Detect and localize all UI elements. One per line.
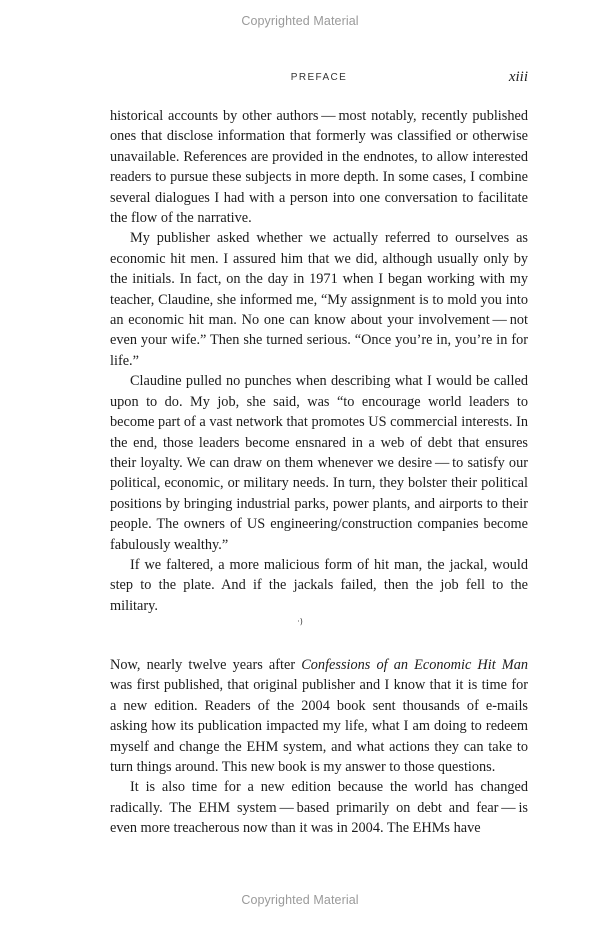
copyright-watermark-bottom: Copyrighted Material: [241, 893, 359, 907]
body-text-block-1: [110, 106, 528, 616]
book-title: Confessions of an Economic Hit Man: [301, 657, 529, 673]
section-title: PREFACE: [290, 72, 348, 83]
text-span: was first published, that original publisher and I know that it is time for a new edition. Readers of the 2004 book sent thousands of e-mails asking how its publication impacted my life, what I am doing to redeem myself and change the EHM system, and what actions they can take to turn things around. This new book is my answer to those questions.: [110, 677, 528, 776]
section-break-ornament: ·): [297, 617, 303, 626]
text-span: Now, nearly twelve years after: [110, 657, 302, 673]
paragraph-jackal: If we faltered, a more malicious form of hit man, the jackal, would step to the plate. And if the jackals failed, then the job fell to the military.: [110, 556, 528, 614]
paragraph-new-edition: [110, 655, 528, 777]
paragraph-continued: historical accounts by other authors — most notably, recently published ones that disclose information that formerly was classified or otherwise unavailable. References are provided in the endnotes, to allow interested readers to pursue these subjects in more depth. In some cases, I combine several dialogues I had with a person into one conversation to facilitate the flow of the narrative.: [110, 108, 528, 227]
page-number: xiii: [508, 69, 528, 85]
paragraph-world-changed: It is also time for a new edition because the world has changed radically. The EHM system — based primarily on debt and fear — is even more treacherous now than it was in 2004. The EHMs have: [110, 779, 528, 837]
running-head: [110, 69, 528, 90]
paragraph-publisher-question: My publisher asked whether we actually referred to ourselves as economic hit men. I assured him that we did, although usually only by the initials. In fact, on the day in 1971 when I began working with my teacher, Claudine, she informed me, “My assignment is to mold you into an economic hit man. No one can know about your involvement — not even your wife.” Then she turned serious. “Once you’re in, you’re in for life.”: [110, 230, 528, 369]
copyright-watermark-top: Copyrighted Material: [241, 14, 359, 28]
body-text-block-2: [110, 655, 528, 839]
paragraph-claudine-job: Claudine pulled no punches when describing what I would be called upon to do. My job, she said, was “to encourage world leaders to become part of a vast network that promotes US commercial interests. In the end, those leaders become ensnared in a web of debt that ensures their loyalty. We can draw on them whenever we desire — to satisfy our political, economic, or military needs. In turn, they bolster their political positions by bringing industrial parks, power plants, and airports to their people. The owners of US engineering/construction companies become fabulously wealthy.”: [110, 373, 528, 553]
